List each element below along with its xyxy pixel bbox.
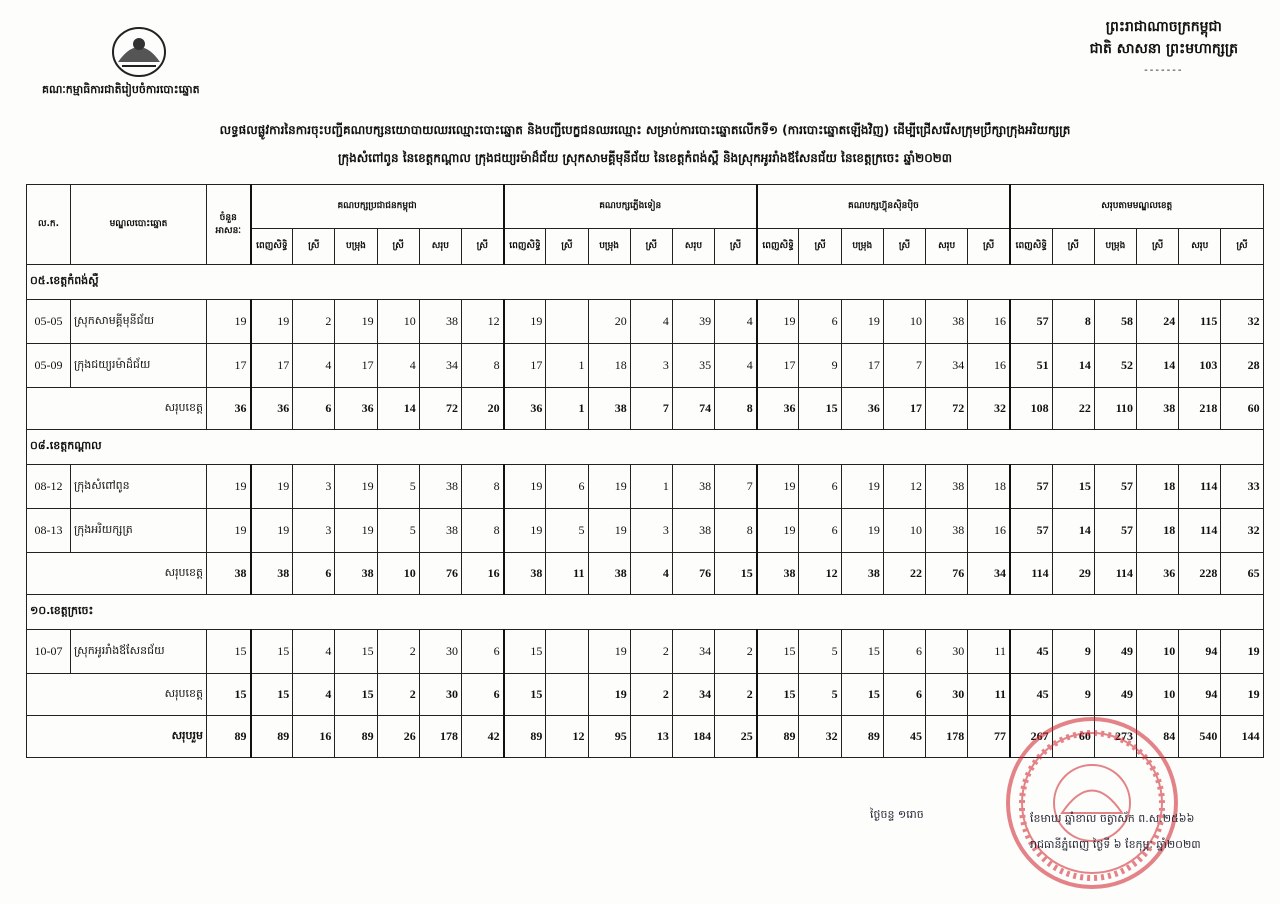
value-cell: 1 (546, 388, 588, 430)
value-cell: 15 (504, 630, 546, 674)
value-cell: 4 (293, 630, 335, 674)
value-cell: 19 (251, 465, 293, 509)
seat-count: 15 (207, 630, 251, 674)
value-cell: 15 (1052, 465, 1094, 509)
subtotal-seats: 36 (207, 388, 251, 430)
subheader-cell: ស្រី (715, 229, 757, 265)
value-cell: 15 (757, 630, 799, 674)
value-cell: 19 (335, 465, 377, 509)
subheader-cell: ស្រី (883, 229, 925, 265)
seat-count: 19 (207, 465, 251, 509)
motto-separator: ------- (1144, 65, 1184, 76)
constituency-name: ស្រុកអូររាំងឪសែនជ័យ (71, 630, 207, 674)
value-cell: 7 (883, 344, 925, 388)
value-cell: 19 (841, 465, 883, 509)
value-cell: 35 (672, 344, 714, 388)
seat-count: 19 (207, 509, 251, 553)
value-cell: 5 (799, 674, 841, 716)
value-cell: 144 (1221, 716, 1263, 758)
value-cell: 10 (883, 300, 925, 344)
value-cell: 19 (504, 509, 546, 553)
value-cell: 2 (630, 674, 672, 716)
subheader-cell: សរុប (1179, 229, 1221, 265)
header-code: ល.ក. (27, 185, 71, 265)
value-cell: 6 (799, 509, 841, 553)
value-cell: 103 (1179, 344, 1221, 388)
value-cell: 12 (461, 300, 503, 344)
value-cell: 8 (715, 388, 757, 430)
seat-count: 19 (207, 300, 251, 344)
value-cell: 36 (841, 388, 883, 430)
table-row (27, 630, 1264, 674)
grand-total-label: សរុបរួម (27, 716, 207, 758)
value-cell: 16 (293, 716, 335, 758)
national-motto: ជាតិ សាសនា ព្រះមហាក្សត្រ (1089, 41, 1238, 57)
subheader-cell: ស្រី (293, 229, 335, 265)
value-cell: 5 (799, 630, 841, 674)
value-cell: 4 (715, 344, 757, 388)
province-heading: ០៨.ខេត្តកណ្ដាល (27, 430, 1264, 465)
value-cell: 38 (926, 465, 968, 509)
value-cell: 76 (926, 553, 968, 595)
value-cell: 18 (1137, 509, 1179, 553)
value-cell: 3 (293, 509, 335, 553)
value-cell: 89 (841, 716, 883, 758)
value-cell: 6 (461, 674, 503, 716)
value-cell: 38 (588, 553, 630, 595)
value-cell: 38 (672, 509, 714, 553)
value-cell: 114 (1179, 465, 1221, 509)
subheader-cell: សរុប (926, 229, 968, 265)
value-cell: 38 (926, 300, 968, 344)
value-cell: 12 (799, 553, 841, 595)
subheader-cell: ស្រី (546, 229, 588, 265)
grand-total-seats: 89 (207, 716, 251, 758)
date-place: រាជធានីភ្នំពេញ ថ្ងៃទី ៦ ខែកុម្ភៈ ឆ្នាំ២០២៣ (1030, 838, 1201, 851)
value-cell: 228 (1179, 553, 1221, 595)
subheader-cell: សរុប (419, 229, 461, 265)
value-cell: 184 (672, 716, 714, 758)
value-cell: 30 (419, 674, 461, 716)
value-cell: 24 (1137, 300, 1179, 344)
value-cell: 39 (672, 300, 714, 344)
value-cell: 10 (377, 300, 419, 344)
value-cell: 9 (1052, 674, 1094, 716)
value-cell: 14 (377, 388, 419, 430)
value-cell: 19 (588, 509, 630, 553)
value-cell: 45 (883, 716, 925, 758)
value-cell: 11 (546, 553, 588, 595)
subheader-cell: ស្រី (1052, 229, 1094, 265)
value-cell: 94 (1179, 674, 1221, 716)
value-cell: 57 (1094, 509, 1136, 553)
value-cell: 16 (968, 509, 1010, 553)
value-cell: 15 (335, 630, 377, 674)
subheader-cell: ស្រី (630, 229, 672, 265)
document-title-line-1: លទ្ធផលផ្លូវការនៃការចុះបញ្ជីគណបក្សនយោបាយឈរឈ្មោះបោះឆ្នោត និងបញ្ជីបេក្ខជនឈរឈ្មោះ សម្រាប់ការបោះឆ្នោតលើកទី១ (ការបោះឆ្នោតឡើងវិញ) ដើម្បីជ្រើសរើសក្រុមប្រឹក្សាក្រុងអរិយក្សត្រ (219, 123, 1071, 137)
table-row (27, 300, 1264, 344)
value-cell: 36 (251, 388, 293, 430)
value-cell: 15 (335, 674, 377, 716)
value-cell: 6 (799, 300, 841, 344)
header-party-cpp: គណបក្សប្រជាជនកម្ពុជា (251, 185, 504, 229)
value-cell: 178 (926, 716, 968, 758)
value-cell: 74 (672, 388, 714, 430)
value-cell: 15 (841, 674, 883, 716)
value-cell: 19 (841, 300, 883, 344)
constituency-name: ក្រុងសំពៅពូន (71, 465, 207, 509)
subtotal-label: សរុបខេត្ត (27, 553, 207, 595)
value-cell: 36 (504, 388, 546, 430)
subheader-cell: ស្រី (1137, 229, 1179, 265)
value-cell: 19 (1221, 630, 1263, 674)
value-cell: 17 (757, 344, 799, 388)
value-cell: 10 (1137, 630, 1179, 674)
value-cell: 9 (1052, 630, 1094, 674)
value-cell: 4 (630, 300, 672, 344)
value-cell: 4 (377, 344, 419, 388)
value-cell: 19 (335, 509, 377, 553)
value-cell: 15 (799, 388, 841, 430)
value-cell (546, 300, 588, 344)
subtotal-label: សរុបខេត្ត (27, 388, 207, 430)
constituency-code: 08-12 (27, 465, 71, 509)
seat-count: 17 (207, 344, 251, 388)
value-cell: 540 (1179, 716, 1221, 758)
value-cell: 30 (926, 674, 968, 716)
value-cell: 11 (968, 674, 1010, 716)
value-cell: 57 (1010, 300, 1052, 344)
value-cell: 36 (757, 388, 799, 430)
value-cell: 34 (672, 630, 714, 674)
value-cell: 6 (883, 630, 925, 674)
subheader-cell: ស្រី (968, 229, 1010, 265)
value-cell: 22 (883, 553, 925, 595)
value-cell: 72 (926, 388, 968, 430)
value-cell: 11 (968, 630, 1010, 674)
value-cell: 32 (1221, 509, 1263, 553)
value-cell: 8 (461, 344, 503, 388)
value-cell: 72 (419, 388, 461, 430)
value-cell: 19 (757, 465, 799, 509)
value-cell: 84 (1137, 716, 1179, 758)
value-cell: 2 (293, 300, 335, 344)
value-cell: 13 (630, 716, 672, 758)
value-cell: 60 (1052, 716, 1094, 758)
province-subtotal-row (27, 388, 1264, 430)
header-constituency: មណ្ឌលបោះឆ្នោត (71, 185, 207, 265)
value-cell: 8 (461, 509, 503, 553)
value-cell: 38 (504, 553, 546, 595)
value-cell: 18 (1137, 465, 1179, 509)
value-cell: 28 (1221, 344, 1263, 388)
province-subtotal-row (27, 553, 1264, 595)
value-cell: 94 (1179, 630, 1221, 674)
value-cell: 57 (1094, 465, 1136, 509)
value-cell: 115 (1179, 300, 1221, 344)
value-cell: 34 (672, 674, 714, 716)
value-cell: 77 (968, 716, 1010, 758)
value-cell: 49 (1094, 630, 1136, 674)
value-cell: 38 (841, 553, 883, 595)
constituency-name: ស្រុកសាមគ្គីមុនីជ័យ (71, 300, 207, 344)
value-cell: 114 (1010, 553, 1052, 595)
value-cell: 15 (841, 630, 883, 674)
value-cell: 4 (715, 300, 757, 344)
value-cell: 89 (251, 716, 293, 758)
value-cell: 7 (715, 465, 757, 509)
value-cell: 178 (419, 716, 461, 758)
value-cell: 19 (588, 674, 630, 716)
value-cell: 12 (883, 465, 925, 509)
value-cell: 5 (377, 509, 419, 553)
constituency-code: 05-05 (27, 300, 71, 344)
subtotal-seats: 15 (207, 674, 251, 716)
value-cell: 108 (1010, 388, 1052, 430)
nec-emblem-logo (108, 22, 170, 80)
province-heading: ១០.ខេត្តក្រចេះ (27, 595, 1264, 630)
value-cell: 89 (757, 716, 799, 758)
value-cell: 2 (630, 630, 672, 674)
value-cell: 32 (968, 388, 1010, 430)
value-cell: 38 (757, 553, 799, 595)
value-cell: 3 (630, 344, 672, 388)
value-cell (546, 630, 588, 674)
subtotal-seats: 38 (207, 553, 251, 595)
value-cell: 30 (419, 630, 461, 674)
value-cell: 89 (335, 716, 377, 758)
value-cell: 15 (251, 674, 293, 716)
value-cell: 20 (588, 300, 630, 344)
value-cell: 6 (293, 553, 335, 595)
value-cell (546, 674, 588, 716)
value-cell: 10 (883, 509, 925, 553)
value-cell: 57 (1010, 509, 1052, 553)
value-cell: 4 (630, 553, 672, 595)
organization-name: គណៈកម្មាធិការជាតិរៀបចំការបោះឆ្នោត (42, 83, 200, 96)
subheader-cell: បម្រុង (1094, 229, 1136, 265)
subtotal-label: សរុបខេត្ត (27, 674, 207, 716)
date-buddhist-era: ខែមាឃ ឆ្នាំខាល ចត្វាស័ក ព.ស.២៥៦៦ (1030, 812, 1195, 825)
value-cell: 51 (1010, 344, 1052, 388)
subheader-cell: បម្រុង (588, 229, 630, 265)
date-lunar: ថ្ងៃចន្ទ ១រោច (870, 808, 924, 821)
value-cell: 32 (799, 716, 841, 758)
value-cell: 38 (419, 465, 461, 509)
constituency-name: ក្រុងជយ្យរម៉ាដ៏ជ័យ (71, 344, 207, 388)
value-cell: 2 (715, 674, 757, 716)
subheader-cell: ស្រី (799, 229, 841, 265)
value-cell: 36 (335, 388, 377, 430)
province-subtotal-row (27, 674, 1264, 716)
value-cell: 19 (841, 509, 883, 553)
value-cell: 38 (419, 300, 461, 344)
value-cell: 14 (1137, 344, 1179, 388)
grand-total-row (27, 716, 1264, 758)
value-cell: 5 (546, 509, 588, 553)
province-heading: ០៥.ខេត្តកំពង់ស្ពឺ (27, 265, 1264, 300)
value-cell: 10 (377, 553, 419, 595)
value-cell: 38 (926, 509, 968, 553)
value-cell: 29 (1052, 553, 1094, 595)
value-cell: 57 (1010, 465, 1052, 509)
value-cell: 6 (546, 465, 588, 509)
value-cell: 42 (461, 716, 503, 758)
table-row (27, 344, 1264, 388)
value-cell: 22 (1052, 388, 1094, 430)
value-cell: 8 (1052, 300, 1094, 344)
value-cell: 15 (715, 553, 757, 595)
subheader-cell: ស្រី (377, 229, 419, 265)
value-cell: 19 (757, 300, 799, 344)
value-cell: 218 (1179, 388, 1221, 430)
value-cell: 15 (757, 674, 799, 716)
value-cell: 14 (1052, 509, 1094, 553)
value-cell: 19 (588, 630, 630, 674)
value-cell: 19 (757, 509, 799, 553)
value-cell: 17 (883, 388, 925, 430)
value-cell: 19 (251, 509, 293, 553)
value-cell: 110 (1094, 388, 1136, 430)
document-title-line-2: ក្រុងសំពៅពូន នៃខេត្តកណ្ដាល ក្រុងជយ្យរម៉ាដ៏ជ័យ ស្រុកសាមគ្គីមុនីជ័យ នៃខេត្តកំពង់ស្ពឺ និងស្រុកអូររាំងឪសែនជ័យ នៃខេត្តក្រចេះ ឆ្នាំ២០២៣ (337, 151, 953, 165)
value-cell: 36 (1137, 553, 1179, 595)
value-cell: 7 (630, 388, 672, 430)
table-row (27, 465, 1264, 509)
value-cell: 6 (883, 674, 925, 716)
value-cell: 34 (968, 553, 1010, 595)
value-cell: 2 (377, 674, 419, 716)
value-cell: 17 (335, 344, 377, 388)
value-cell: 267 (1010, 716, 1052, 758)
value-cell: 52 (1094, 344, 1136, 388)
value-cell: 32 (1221, 300, 1263, 344)
subheader-cell: ពេញសិទ្ធិ (757, 229, 799, 265)
value-cell: 4 (293, 344, 335, 388)
value-cell: 10 (1137, 674, 1179, 716)
value-cell: 6 (461, 630, 503, 674)
header-party-candlelight: គណបក្សភ្លើងទៀន (504, 185, 757, 229)
value-cell: 38 (335, 553, 377, 595)
value-cell: 38 (672, 465, 714, 509)
constituency-code: 05-09 (27, 344, 71, 388)
value-cell: 15 (504, 674, 546, 716)
results-table (26, 184, 1264, 758)
value-cell: 114 (1094, 553, 1136, 595)
value-cell: 33 (1221, 465, 1263, 509)
header-province-total: សរុបតាមមណ្ឌលខេត្ត (1010, 185, 1263, 229)
value-cell: 26 (377, 716, 419, 758)
subheader-cell: ពេញសិទ្ធិ (504, 229, 546, 265)
value-cell: 38 (588, 388, 630, 430)
value-cell: 19 (504, 300, 546, 344)
constituency-name: ក្រុងអរិយក្សត្រ (71, 509, 207, 553)
value-cell: 17 (251, 344, 293, 388)
kingdom-header (1090, 16, 1238, 82)
value-cell: 25 (715, 716, 757, 758)
value-cell: 16 (461, 553, 503, 595)
subheader-cell: សរុប (672, 229, 714, 265)
value-cell: 12 (546, 716, 588, 758)
value-cell: 19 (335, 300, 377, 344)
value-cell: 65 (1221, 553, 1263, 595)
value-cell: 18 (968, 465, 1010, 509)
value-cell: 3 (630, 509, 672, 553)
value-cell: 34 (926, 344, 968, 388)
value-cell: 2 (715, 630, 757, 674)
value-cell: 15 (251, 630, 293, 674)
value-cell: 18 (588, 344, 630, 388)
value-cell: 17 (504, 344, 546, 388)
value-cell: 38 (1137, 388, 1179, 430)
value-cell: 16 (968, 300, 1010, 344)
value-cell: 19 (1221, 674, 1263, 716)
value-cell: 45 (1010, 674, 1052, 716)
header-seats: ចំនួន អាសនៈ (207, 185, 251, 265)
value-cell: 60 (1221, 388, 1263, 430)
value-cell: 49 (1094, 674, 1136, 716)
value-cell: 76 (419, 553, 461, 595)
value-cell: 95 (588, 716, 630, 758)
value-cell: 38 (251, 553, 293, 595)
value-cell: 30 (926, 630, 968, 674)
value-cell: 1 (630, 465, 672, 509)
kingdom-title: ព្រះរាជាណាចក្រកម្ពុជា (1105, 19, 1222, 35)
value-cell: 3 (293, 465, 335, 509)
value-cell: 6 (293, 388, 335, 430)
subheader-cell: ពេញសិទ្ធិ (251, 229, 293, 265)
value-cell: 14 (1052, 344, 1094, 388)
value-cell: 20 (461, 388, 503, 430)
value-cell: 9 (799, 344, 841, 388)
value-cell: 8 (715, 509, 757, 553)
constituency-code: 08-13 (27, 509, 71, 553)
value-cell: 58 (1094, 300, 1136, 344)
value-cell: 2 (377, 630, 419, 674)
header-party-funcinpec: គណបក្សហ៊្វុនស៊ិនប៉ិច (757, 185, 1010, 229)
value-cell: 19 (588, 465, 630, 509)
subheader-cell: ស្រី (1221, 229, 1263, 265)
value-cell: 114 (1179, 509, 1221, 553)
value-cell: 34 (419, 344, 461, 388)
value-cell: 6 (799, 465, 841, 509)
value-cell: 19 (251, 300, 293, 344)
value-cell: 38 (419, 509, 461, 553)
value-cell: 4 (293, 674, 335, 716)
value-cell: 273 (1094, 716, 1136, 758)
value-cell: 16 (968, 344, 1010, 388)
subheader-cell: ពេញសិទ្ធិ (1010, 229, 1052, 265)
subheader-cell: បម្រុង (335, 229, 377, 265)
subheader-cell: បម្រុង (841, 229, 883, 265)
table-row (27, 509, 1264, 553)
value-cell: 5 (377, 465, 419, 509)
constituency-code: 10-07 (27, 630, 71, 674)
value-cell: 17 (841, 344, 883, 388)
value-cell: 19 (504, 465, 546, 509)
value-cell: 1 (546, 344, 588, 388)
value-cell: 89 (504, 716, 546, 758)
value-cell: 76 (672, 553, 714, 595)
value-cell: 45 (1010, 630, 1052, 674)
subheader-cell: ស្រី (461, 229, 503, 265)
value-cell: 8 (461, 465, 503, 509)
